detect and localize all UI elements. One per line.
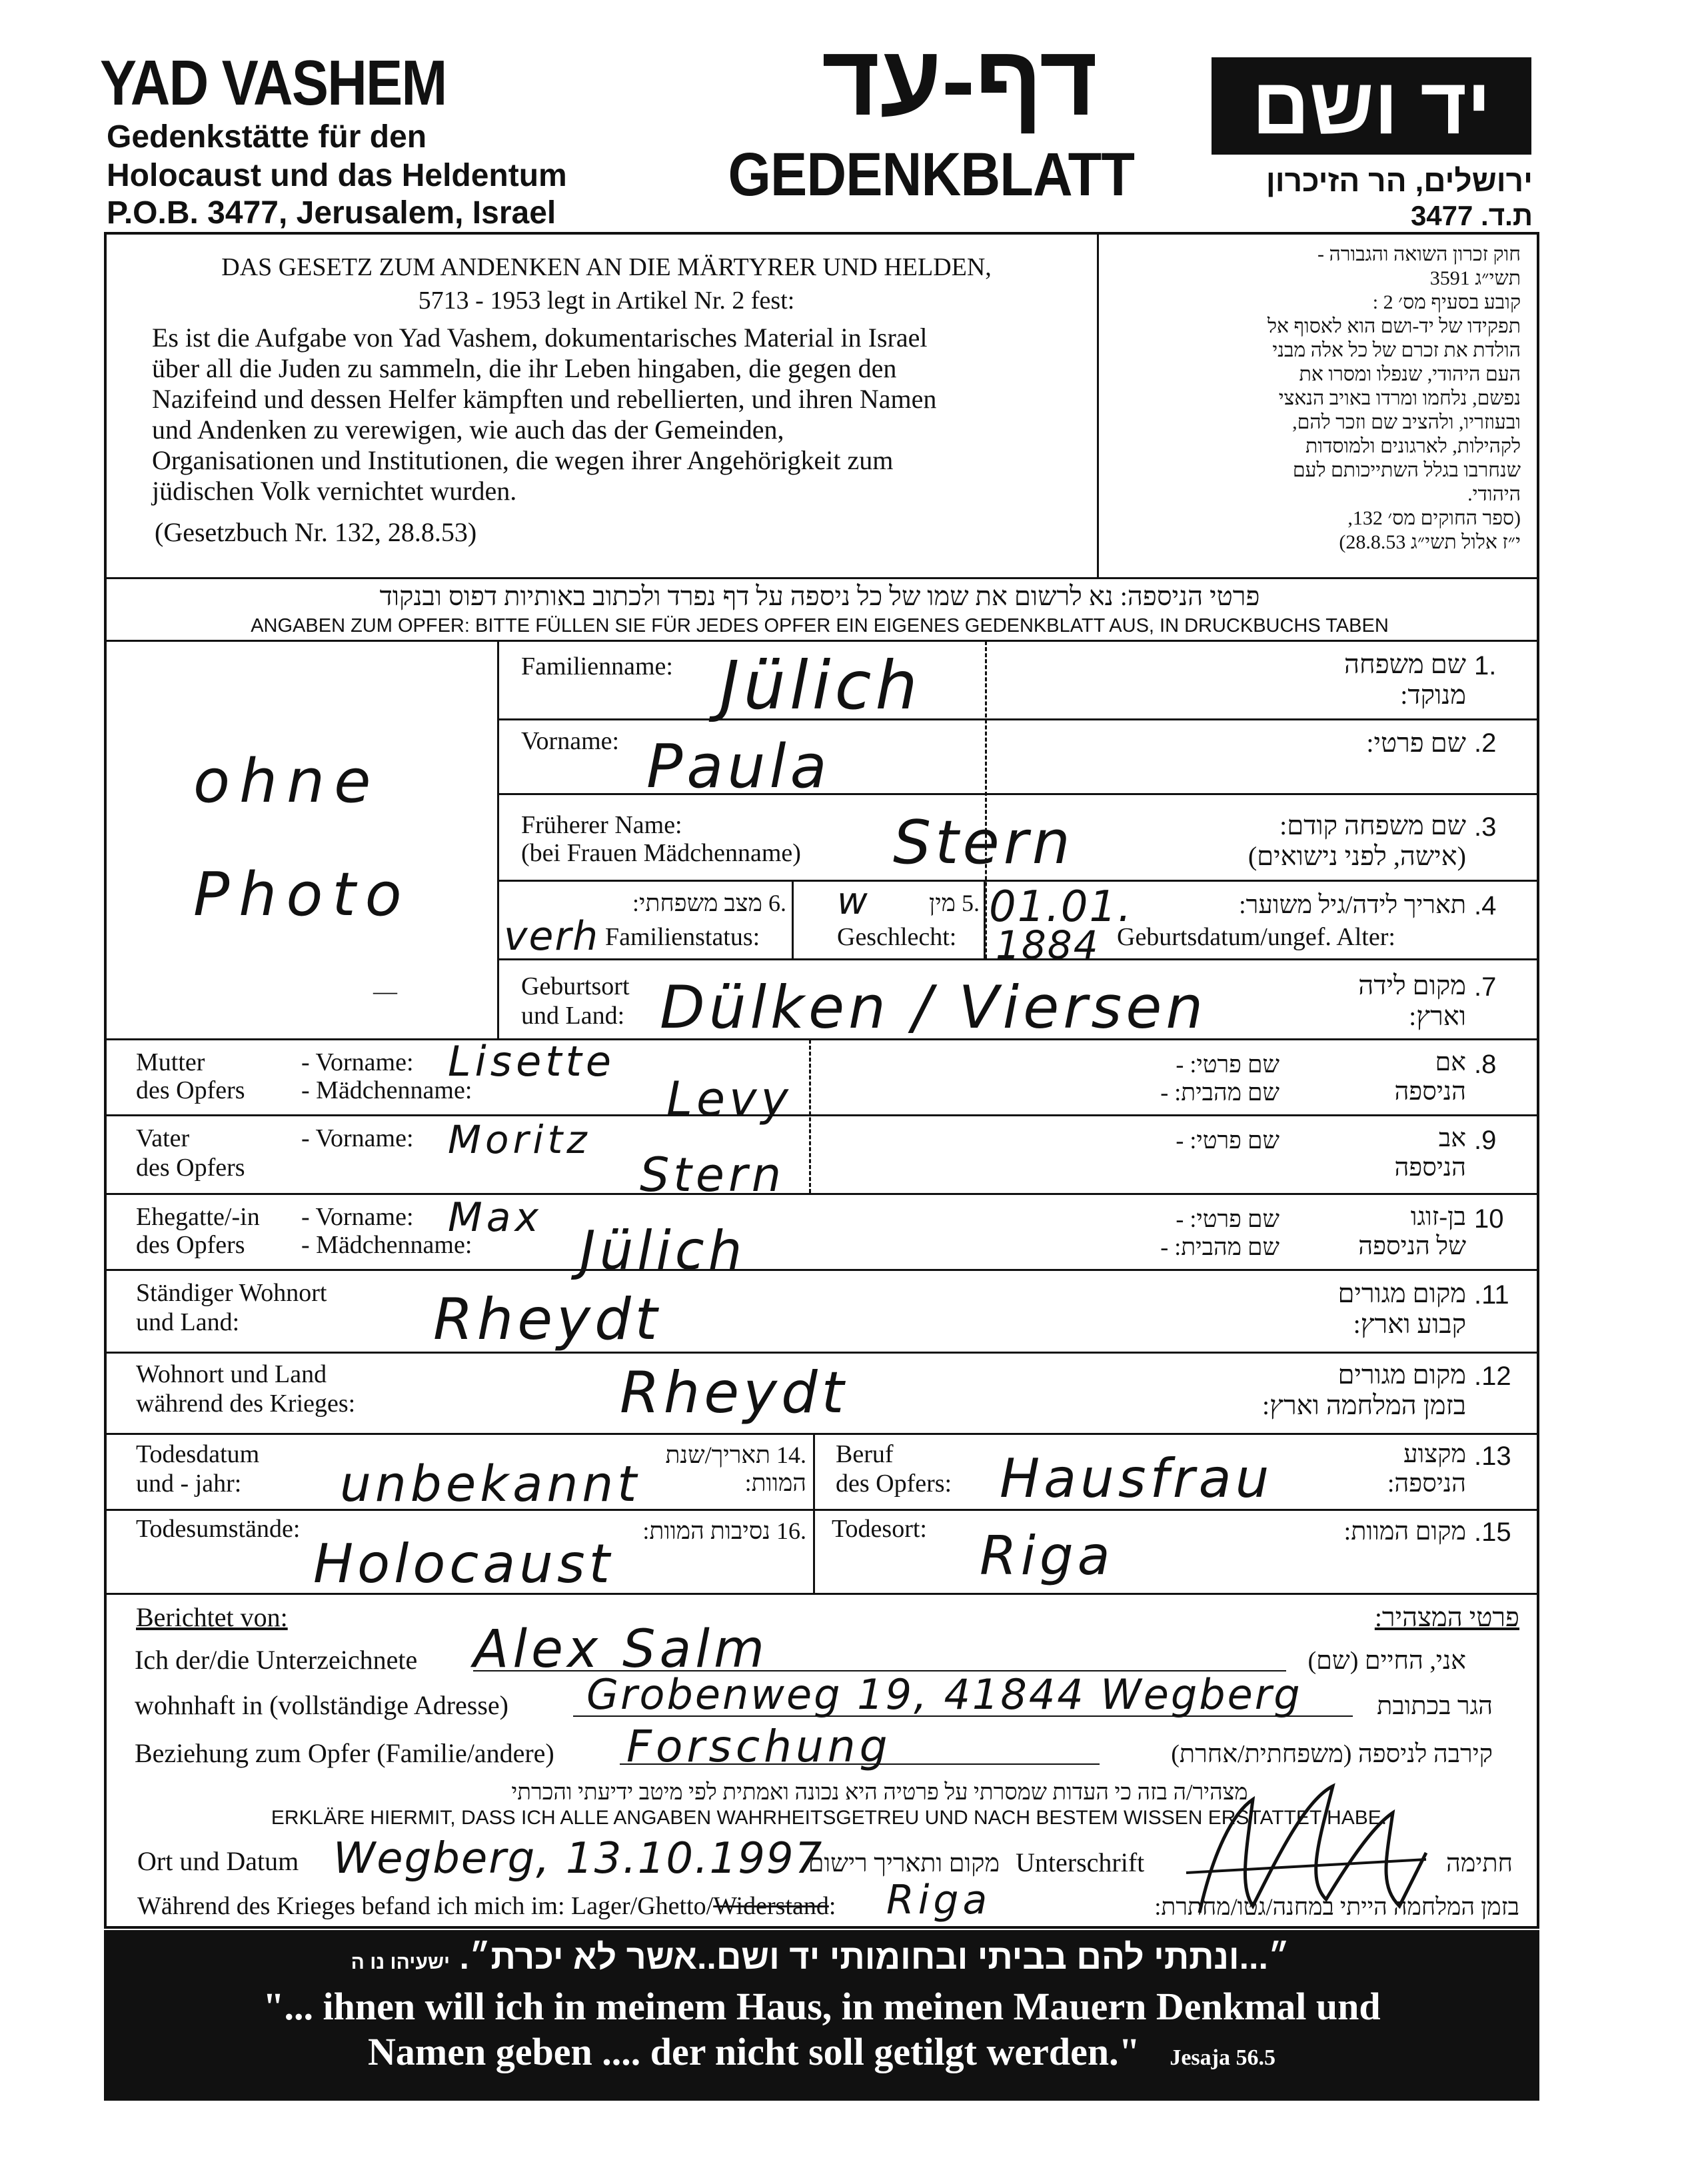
f5-he: מין bbox=[929, 890, 956, 916]
f1-label: Familienname: bbox=[521, 652, 673, 680]
org-line-1: Gedenkstätte für den bbox=[107, 119, 427, 155]
photo-note-2: Photo bbox=[193, 860, 411, 930]
f16-he: נסיבות המוות: bbox=[642, 1518, 770, 1544]
place-date-value[interactable]: Wegberg, 13.10.1997 bbox=[333, 1834, 824, 1883]
f8-he-sub-1: שם פרטי: - bbox=[1176, 1051, 1279, 1078]
f10-value-2[interactable]: Jülich bbox=[580, 1220, 746, 1282]
camp-he: בזמן המלחמה הייתי במחנה/גטו/מחתרת: bbox=[1154, 1893, 1519, 1920]
law-hebrew-line: לקהילות, לארגונים ולמוסדות bbox=[1305, 435, 1521, 457]
f9-hebrew bbox=[1306, 1124, 1466, 1182]
place-date-he: מקום ותאריך רישום bbox=[808, 1849, 1000, 1877]
f4-num: .4 bbox=[1474, 891, 1497, 920]
footer-german-2 bbox=[104, 2030, 1539, 2080]
f6-value[interactable]: verh bbox=[504, 913, 600, 960]
f9-he-sub-1: שם פרטי: - bbox=[1176, 1127, 1279, 1154]
photo-dash: — bbox=[373, 978, 397, 1004]
law-body-line: Organisationen und Institutionen, die wegen ihrer Angehörigkeit zum bbox=[152, 445, 894, 475]
f12-he-2: בזמן המלחמה וארץ: bbox=[1262, 1390, 1466, 1420]
declaration-he: מצהיר/ה בזה כי העדות שמסרתי על פרטיה היא נכונה ואמתית לפי מיטב ידיעתי והכרתי bbox=[511, 1780, 1248, 1805]
f12-he-1: מקום מגורים bbox=[1337, 1360, 1466, 1390]
footer-german-1: "... ihnen will ich in meinem Haus, in meinen Mauern Denkmal und bbox=[263, 1985, 1381, 2028]
f12-label-2: während des Krieges: bbox=[136, 1390, 356, 1418]
footer-hebrew bbox=[144, 1934, 1497, 1986]
reporter-address-value[interactable]: Grobenweg 19, 41844 Wegberg bbox=[586, 1670, 1302, 1719]
pobox-hebrew: ת.ד. 3477 bbox=[1410, 200, 1533, 231]
f2-hebrew: שם פרטי: bbox=[1366, 728, 1466, 758]
f16-num: .16 bbox=[776, 1518, 806, 1544]
reporter-heading: Berichtet von: bbox=[136, 1602, 288, 1632]
f8-value-1[interactable]: Lisette bbox=[448, 1037, 615, 1086]
f12-num: .12 bbox=[1474, 1362, 1511, 1391]
f13-num: .13 bbox=[1474, 1442, 1511, 1471]
address-hebrew: ירושלים, הר הזיכרון bbox=[1265, 163, 1533, 198]
f16-value[interactable]: Holocaust bbox=[313, 1533, 614, 1595]
f8-value-2[interactable]: Levy bbox=[666, 1072, 792, 1126]
f10-sub-1: - Vorname: bbox=[301, 1203, 414, 1231]
f1-he-2: מנוקד: bbox=[1400, 680, 1466, 710]
f16-hebrew bbox=[573, 1517, 806, 1545]
f8-num: .8 bbox=[1474, 1050, 1497, 1079]
f10-label-1: Ehegatte/-in bbox=[136, 1203, 260, 1231]
reporter-name-label: Ich der/die Unterzeichnete bbox=[135, 1645, 418, 1675]
f9-num: .9 bbox=[1474, 1126, 1497, 1155]
f3-he-2: (אישה, לפני נישואים) bbox=[1248, 841, 1466, 871]
law-divider bbox=[1097, 233, 1099, 578]
f10-he-sub-2: שם מהבית: - bbox=[1160, 1234, 1279, 1260]
law-hebrew-line: י״ז אלול תשי״ג 28.8.53) bbox=[1339, 531, 1521, 553]
f8-he-2: הניספה bbox=[1394, 1078, 1466, 1106]
law-hebrew-line: הולדת את זכרם של כל אלה מבני bbox=[1272, 339, 1521, 361]
f13-he-1: מקצוע bbox=[1403, 1440, 1466, 1468]
f10-he-1: בן-זוגו bbox=[1410, 1203, 1466, 1231]
f14-label-1: Todesdatum bbox=[136, 1440, 260, 1468]
f10-label-2: des Opfers bbox=[136, 1231, 245, 1259]
f7-label-1: Geburtsort bbox=[521, 972, 630, 1000]
f9-he-2: הניספה bbox=[1394, 1154, 1466, 1182]
law-hebrew-line: (ספר החוקים מס׳ 132, bbox=[1347, 507, 1521, 529]
row-line-6 bbox=[105, 1114, 1538, 1116]
f14-value[interactable]: unbekannt bbox=[340, 1456, 641, 1513]
reporter-name-he: אני, החיים (שם) bbox=[1307, 1647, 1466, 1675]
reporter-name-value[interactable]: Alex Salm bbox=[473, 1620, 768, 1679]
row4-div-a bbox=[792, 881, 794, 958]
law-hebrew-line: תפקידו של יד-ושם הוא לאסוף אל bbox=[1267, 315, 1521, 337]
row-line-10 bbox=[105, 1433, 1538, 1435]
f14-label-2: und - jahr: bbox=[136, 1470, 242, 1498]
f15-label: Todesort: bbox=[832, 1515, 927, 1543]
row-line-7 bbox=[105, 1193, 1538, 1195]
f11-he-2: קבוע וארץ: bbox=[1353, 1309, 1466, 1339]
f11-value[interactable]: Rheydt bbox=[433, 1286, 662, 1353]
law-body-line: Nazifeind und dessen Helfer kämpften und rebellierten, und ihren Namen bbox=[152, 384, 937, 414]
f3-label-1: Früherer Name: bbox=[521, 811, 682, 839]
f1-hebrew bbox=[1133, 649, 1466, 710]
law-hebrew-line: העם היהודי, שנפלו ומסרו את bbox=[1299, 363, 1521, 385]
f5-label: Geschlecht: bbox=[837, 923, 957, 951]
f11-num: .11 bbox=[1474, 1280, 1509, 1310]
footer-german-2-text: Namen geben .... der nicht soll getilgt werden." bbox=[368, 2030, 1140, 2073]
f11-label-2: und Land: bbox=[136, 1308, 240, 1336]
f2-value[interactable]: Paula bbox=[646, 732, 831, 802]
row4-div-b bbox=[984, 881, 986, 958]
footer-hebrew-verse: ״...ונתתי להם בביתי ובחומותי יד ושם..אשר לא יכרת״. bbox=[459, 1938, 1290, 1977]
f9-label-2: des Opfers bbox=[136, 1154, 245, 1182]
f6-he: מצב משפחתי: bbox=[632, 890, 762, 916]
law-body bbox=[152, 323, 1058, 507]
f7-hebrew bbox=[1133, 970, 1466, 1032]
camp-value[interactable]: Riga bbox=[886, 1877, 992, 1923]
org-line-3: P.O.B. 3477, Jerusalem, Israel bbox=[107, 195, 556, 231]
title-german: GEDENKBLATT bbox=[728, 141, 1135, 209]
f13-he-2: הניספה: bbox=[1387, 1470, 1466, 1498]
f14-hebrew bbox=[626, 1441, 806, 1497]
law-hebrew-line: נפשם, נלחמו ומרדו באויב הנאצי bbox=[1278, 387, 1521, 409]
instructions-german: ANGABEN ZUM OPFER: BITTE FÜLLEN SIE FÜR JEDES OPFER EIN EIGENES GEDENKBLATT AUS, IN DRUCKBUCHS TABEN bbox=[251, 615, 1389, 636]
org-name: YAD VASHEM bbox=[100, 47, 446, 119]
f10-he-sub-1: שם פרטי: - bbox=[1176, 1206, 1279, 1232]
law-body-line: und Andenken zu verewigen, wie auch das der Gemeinden, bbox=[152, 415, 784, 445]
f7-he-2: וארץ: bbox=[1409, 1001, 1466, 1031]
f12-hebrew bbox=[1093, 1360, 1466, 1421]
f3-label-2: (bei Frauen Mädchenname) bbox=[521, 839, 801, 867]
f10-he-2: של הניספה bbox=[1358, 1232, 1466, 1260]
f1-num: .1 bbox=[1474, 651, 1497, 680]
reporter-relation-value[interactable]: Forschung bbox=[626, 1721, 892, 1772]
f9-value-1[interactable]: Moritz bbox=[448, 1117, 591, 1162]
f2-label: Vorname: bbox=[521, 727, 620, 755]
f10-sub-2: - Mädchenname: bbox=[301, 1231, 472, 1259]
f8-sub-2: - Mädchenname: bbox=[301, 1076, 472, 1104]
law-hebrew-line: חוק זכרון השואה והגבורה - bbox=[1317, 243, 1521, 265]
f13-label-2: des Opfers: bbox=[836, 1470, 952, 1498]
parents-dash bbox=[809, 1040, 811, 1193]
f13-label-1: Beruf bbox=[836, 1440, 894, 1468]
row-line-8 bbox=[105, 1269, 1538, 1271]
footer-hebrew-ref: ישעיהו נו ה bbox=[351, 1951, 450, 1973]
law-hebrew-line: היהודי. bbox=[1467, 483, 1521, 505]
death-divider bbox=[813, 1433, 815, 1593]
f1-value[interactable]: Jülich bbox=[720, 646, 922, 724]
f8-label-2: des Opfers bbox=[136, 1076, 245, 1104]
org-line-2: Holocaust und das Heldentum bbox=[107, 158, 567, 193]
law-title-2: 5713 - 1953 legt in Artikel Nr. 2 fest: bbox=[418, 287, 795, 315]
photo-note-1: ohne bbox=[193, 746, 381, 816]
title-hebrew: דף-עד bbox=[821, 24, 1098, 136]
law-title-1: DAS GESETZ ZUM ANDENKEN AN DIE MÄRTYRER UND HELDEN, bbox=[221, 253, 992, 281]
row-line-5 bbox=[105, 1038, 1538, 1040]
camp-label bbox=[137, 1891, 836, 1921]
reporter-relation-he: קירבה לניספה (משפחתית/אחרת) bbox=[1171, 1740, 1493, 1768]
f9-label-1: Vater bbox=[136, 1124, 190, 1152]
place-date-label: Ort und Datum bbox=[137, 1846, 299, 1876]
f8-sub-1: - Vorname: bbox=[301, 1048, 414, 1076]
f8-hebrew bbox=[1306, 1048, 1466, 1106]
footer-german-ref: Jesaja 56.5 bbox=[1170, 2045, 1275, 2070]
f7-label-2: und Land: bbox=[521, 1002, 625, 1030]
f15-value[interactable]: Riga bbox=[980, 1525, 1114, 1587]
f10-num: 10 bbox=[1474, 1204, 1504, 1234]
row-line-3 bbox=[497, 880, 1538, 882]
f4-hebrew: תאריך לידה/גיל משוער: bbox=[1239, 891, 1466, 919]
f3-value[interactable]: Stern bbox=[893, 808, 1074, 878]
f11-hebrew bbox=[1133, 1278, 1466, 1340]
f10-value-1[interactable]: Max bbox=[448, 1194, 543, 1241]
f1-he-1: שם משפחה bbox=[1344, 649, 1466, 679]
law-hebrew-line: שנחרבו בגלל השתייכותם לעם bbox=[1292, 459, 1521, 481]
f8-he-sub-2: שם מהבית: - bbox=[1160, 1079, 1279, 1106]
reporter-address-label: wohnhaft in (vollständige Adresse) bbox=[135, 1690, 508, 1720]
f7-he-1: מקום לידה bbox=[1358, 970, 1466, 1000]
f16-label: Todesumstände: bbox=[136, 1515, 301, 1543]
f9-sub-1: - Vorname: bbox=[301, 1124, 414, 1152]
law-body-line: jüdischen Volk vernichtet wurden. bbox=[152, 476, 517, 506]
f9-value-2[interactable]: Stern bbox=[640, 1148, 786, 1202]
row-line-11 bbox=[105, 1509, 1538, 1511]
reporter-relation-label: Beziehung zum Opfer (Familie/andere) bbox=[135, 1738, 554, 1768]
camp-label-prefix: Während des Krieges befand ich mich im: Lager/Ghetto/ bbox=[137, 1892, 714, 1920]
reporter-heading-he: פרטי המצהיר: bbox=[1374, 1602, 1519, 1632]
f6-label: Familienstatus: bbox=[605, 923, 760, 951]
f6-hebrew bbox=[573, 889, 786, 917]
signature-label: Unterschrift bbox=[1016, 1847, 1145, 1877]
row-line-9 bbox=[105, 1352, 1538, 1354]
reporter-address-he: הגר בכתובת bbox=[1377, 1692, 1493, 1720]
f11-label-1: Ständiger Wohnort bbox=[136, 1279, 327, 1307]
f10-hebrew bbox=[1279, 1202, 1466, 1261]
f4-value-1[interactable]: 01.01. bbox=[989, 882, 1133, 932]
f8-he-1: אם bbox=[1435, 1048, 1466, 1076]
footer-band bbox=[104, 1930, 1539, 2101]
f8-label-1: Mutter bbox=[136, 1048, 205, 1076]
f9-he-1: אב bbox=[1438, 1124, 1466, 1152]
f5-hebrew bbox=[886, 889, 980, 917]
f5-num: .5 bbox=[962, 890, 980, 916]
f6-num: .6 bbox=[768, 890, 786, 916]
f4-value-2[interactable]: 1884 bbox=[996, 922, 1100, 968]
law-body-line: Es ist die Aufgabe von Yad Vashem, dokumentarisches Material in Israel bbox=[152, 323, 928, 353]
instructions-line bbox=[105, 640, 1538, 642]
camp-label-struck: Widerstand bbox=[713, 1892, 829, 1920]
f15-hebrew: מקום המוות: bbox=[1343, 1518, 1466, 1546]
f13-value[interactable]: Hausfrau bbox=[1000, 1448, 1273, 1510]
law-bottom-line bbox=[105, 577, 1538, 579]
law-hebrew bbox=[1108, 243, 1521, 554]
f14-he-1: תאריך/שנת bbox=[665, 1442, 770, 1468]
f2-num: .2 bbox=[1474, 728, 1497, 758]
instructions-hebrew: פרטי הניספה: נא לרשום את שמו של כל ניספה על דף נפרד ולכתוב באותיות דפוס ובנקוד bbox=[379, 581, 1260, 611]
yad-vashem-logo bbox=[1212, 57, 1531, 155]
law-hebrew-line: תשי״ג 3591 bbox=[1429, 267, 1521, 289]
f12-label-1: Wohnort und Land bbox=[136, 1360, 327, 1388]
f14-num: .14 bbox=[776, 1442, 806, 1468]
f12-value[interactable]: Rheydt bbox=[620, 1360, 848, 1426]
f3-he-1: שם משפחה קודם: bbox=[1279, 810, 1466, 840]
f7-num: .7 bbox=[1474, 972, 1497, 1002]
f11-he-1: מקום מגורים bbox=[1337, 1278, 1466, 1308]
declaration-de: ERKLÄRE HIERMIT, DASS ICH ALLE ANGABEN WAHRHEITSGETREU UND NACH BESTEM WISSEN ERSTATTET HABE. bbox=[271, 1807, 1387, 1829]
law-body-line: über all die Juden zu sammeln, die ihr Leben hingaben, die gegen den bbox=[152, 353, 897, 383]
signature-he: חתימה bbox=[1445, 1849, 1513, 1877]
law-citation: (Gesetzbuch Nr. 132, 28.8.53) bbox=[155, 517, 477, 547]
f13-hebrew bbox=[1306, 1440, 1466, 1498]
f15-num: .15 bbox=[1474, 1518, 1511, 1547]
logo-text: יד ושם bbox=[1252, 61, 1491, 151]
f5-value[interactable]: w bbox=[837, 880, 872, 923]
law-hebrew-line: קובע בסעיף מס׳ 2 : bbox=[1372, 291, 1521, 313]
f14-he-2: המוות: bbox=[744, 1470, 806, 1496]
photo-divider bbox=[497, 640, 499, 1040]
law-hebrew-line: ובעוזריו, ולהציב שם וזכר להם, bbox=[1292, 411, 1521, 433]
row-line-1 bbox=[497, 718, 1538, 720]
f7-value[interactable]: Dülken / Viersen bbox=[660, 973, 1208, 1042]
f3-hebrew bbox=[1106, 810, 1466, 872]
camp-label-suffix: : bbox=[828, 1892, 836, 1920]
f4-label: Geburtsdatum/ungef. Alter: bbox=[1117, 923, 1395, 951]
f3-num: .3 bbox=[1474, 812, 1497, 842]
